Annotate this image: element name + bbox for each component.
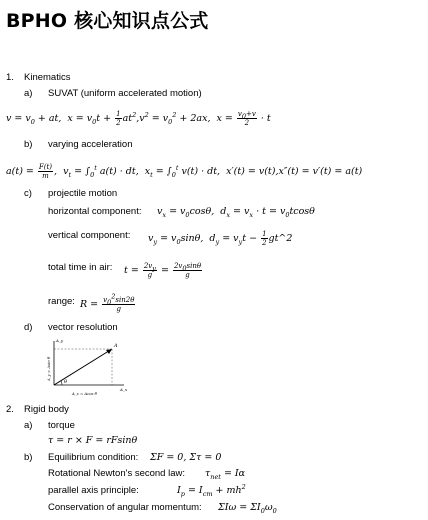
item-label: torque <box>48 420 75 431</box>
varying-acceleration-formula: a(t) = $\frac{F(t)}{m}$ , $v_t = \int_0^t$ a(t) · dt, $x_t = \int_0^t$ v(t) · dt, x′(t) = v(t),x″(t) = v′(t) = a(t) <box>6 163 363 180</box>
section-heading: Rigid body <box>24 404 69 415</box>
horizontal-component-label: A_x = Acos θ <box>72 391 97 396</box>
item-letter: b) <box>24 139 33 150</box>
item-label: projectile motion <box>48 188 118 199</box>
item-letter: a) <box>24 88 33 99</box>
vertical-component-label: A_y = Asin θ <box>46 356 51 381</box>
page-title: BPHO 核心知识点公式 <box>6 10 209 32</box>
item-label: varying acceleration <box>48 139 133 150</box>
equilibrium-formula: ΣF = 0, Στ = 0 <box>150 452 222 463</box>
line-label: parallel axis principle: <box>48 485 139 496</box>
section-number: 1. <box>6 72 14 83</box>
torque-formula: τ = r × F = rFsinθ <box>48 435 138 446</box>
item-letter: b) <box>24 452 33 463</box>
vector-label: A <box>114 343 118 349</box>
angle-label: θ <box>64 379 68 385</box>
angular-momentum-formula: $\Sigma I\omega = \Sigma I_0\omega_0$ <box>218 502 277 515</box>
vector-arrow <box>54 349 112 385</box>
range-formula: R = $\frac{v_0^2\sin 2\theta}{g}$ <box>80 292 135 313</box>
line-label: range: <box>48 296 75 307</box>
item-label: Equilibrium condition: <box>48 452 139 463</box>
line-label: total time in air: <box>48 262 113 273</box>
parallel-axis-formula: $I_p = I_{cm} + mh^2$ <box>177 482 246 498</box>
line-label: vertical component: <box>48 230 131 241</box>
line-label: Conservation of angular momentum: <box>48 502 202 513</box>
axis-y-label: A_y <box>56 338 64 343</box>
line-label: horizontal component: <box>48 206 142 217</box>
item-label: SUVAT (uniform accelerated motion) <box>48 88 202 99</box>
vector-resolution-diagram <box>40 337 136 401</box>
time-in-air-formula: t = $\frac{2v_y}{g}$ = $\frac{2v_0\sin\theta}{g}$ <box>124 262 202 279</box>
axis-x-label: A_x <box>120 387 128 392</box>
horizontal-component-formula: $v_x = v_0\cos\theta$, $d_x = v_x \cdot t = v_0tcos\theta$ <box>157 206 315 219</box>
section-number: 2. <box>6 404 14 415</box>
suvat-formula: $v = v_0$ + at, $x = v_0t$ + $\frac{1}{2}$ $at^2,v^2 = v_0^2 + 2ax$, x = $\frac{v_0+v}{2}$ · t <box>6 110 271 127</box>
vertical-component-formula: $v_y = v_0\sin\theta$, $d_y = v_yt$ − $\frac{1}{2}$ gt^2 <box>148 230 293 247</box>
line-label: Rotational Newton's second law: <box>48 468 185 479</box>
item-letter: c) <box>24 188 32 199</box>
item-label: vector resolution <box>48 322 118 333</box>
item-letter: d) <box>24 322 33 333</box>
item-letter: a) <box>24 420 33 431</box>
rotational-newton-formula: $\tau_{net} = I\alpha$ <box>205 468 246 481</box>
section-heading: Kinematics <box>24 72 71 83</box>
arrowhead-icon <box>106 349 112 354</box>
angle-arc <box>61 381 62 385</box>
